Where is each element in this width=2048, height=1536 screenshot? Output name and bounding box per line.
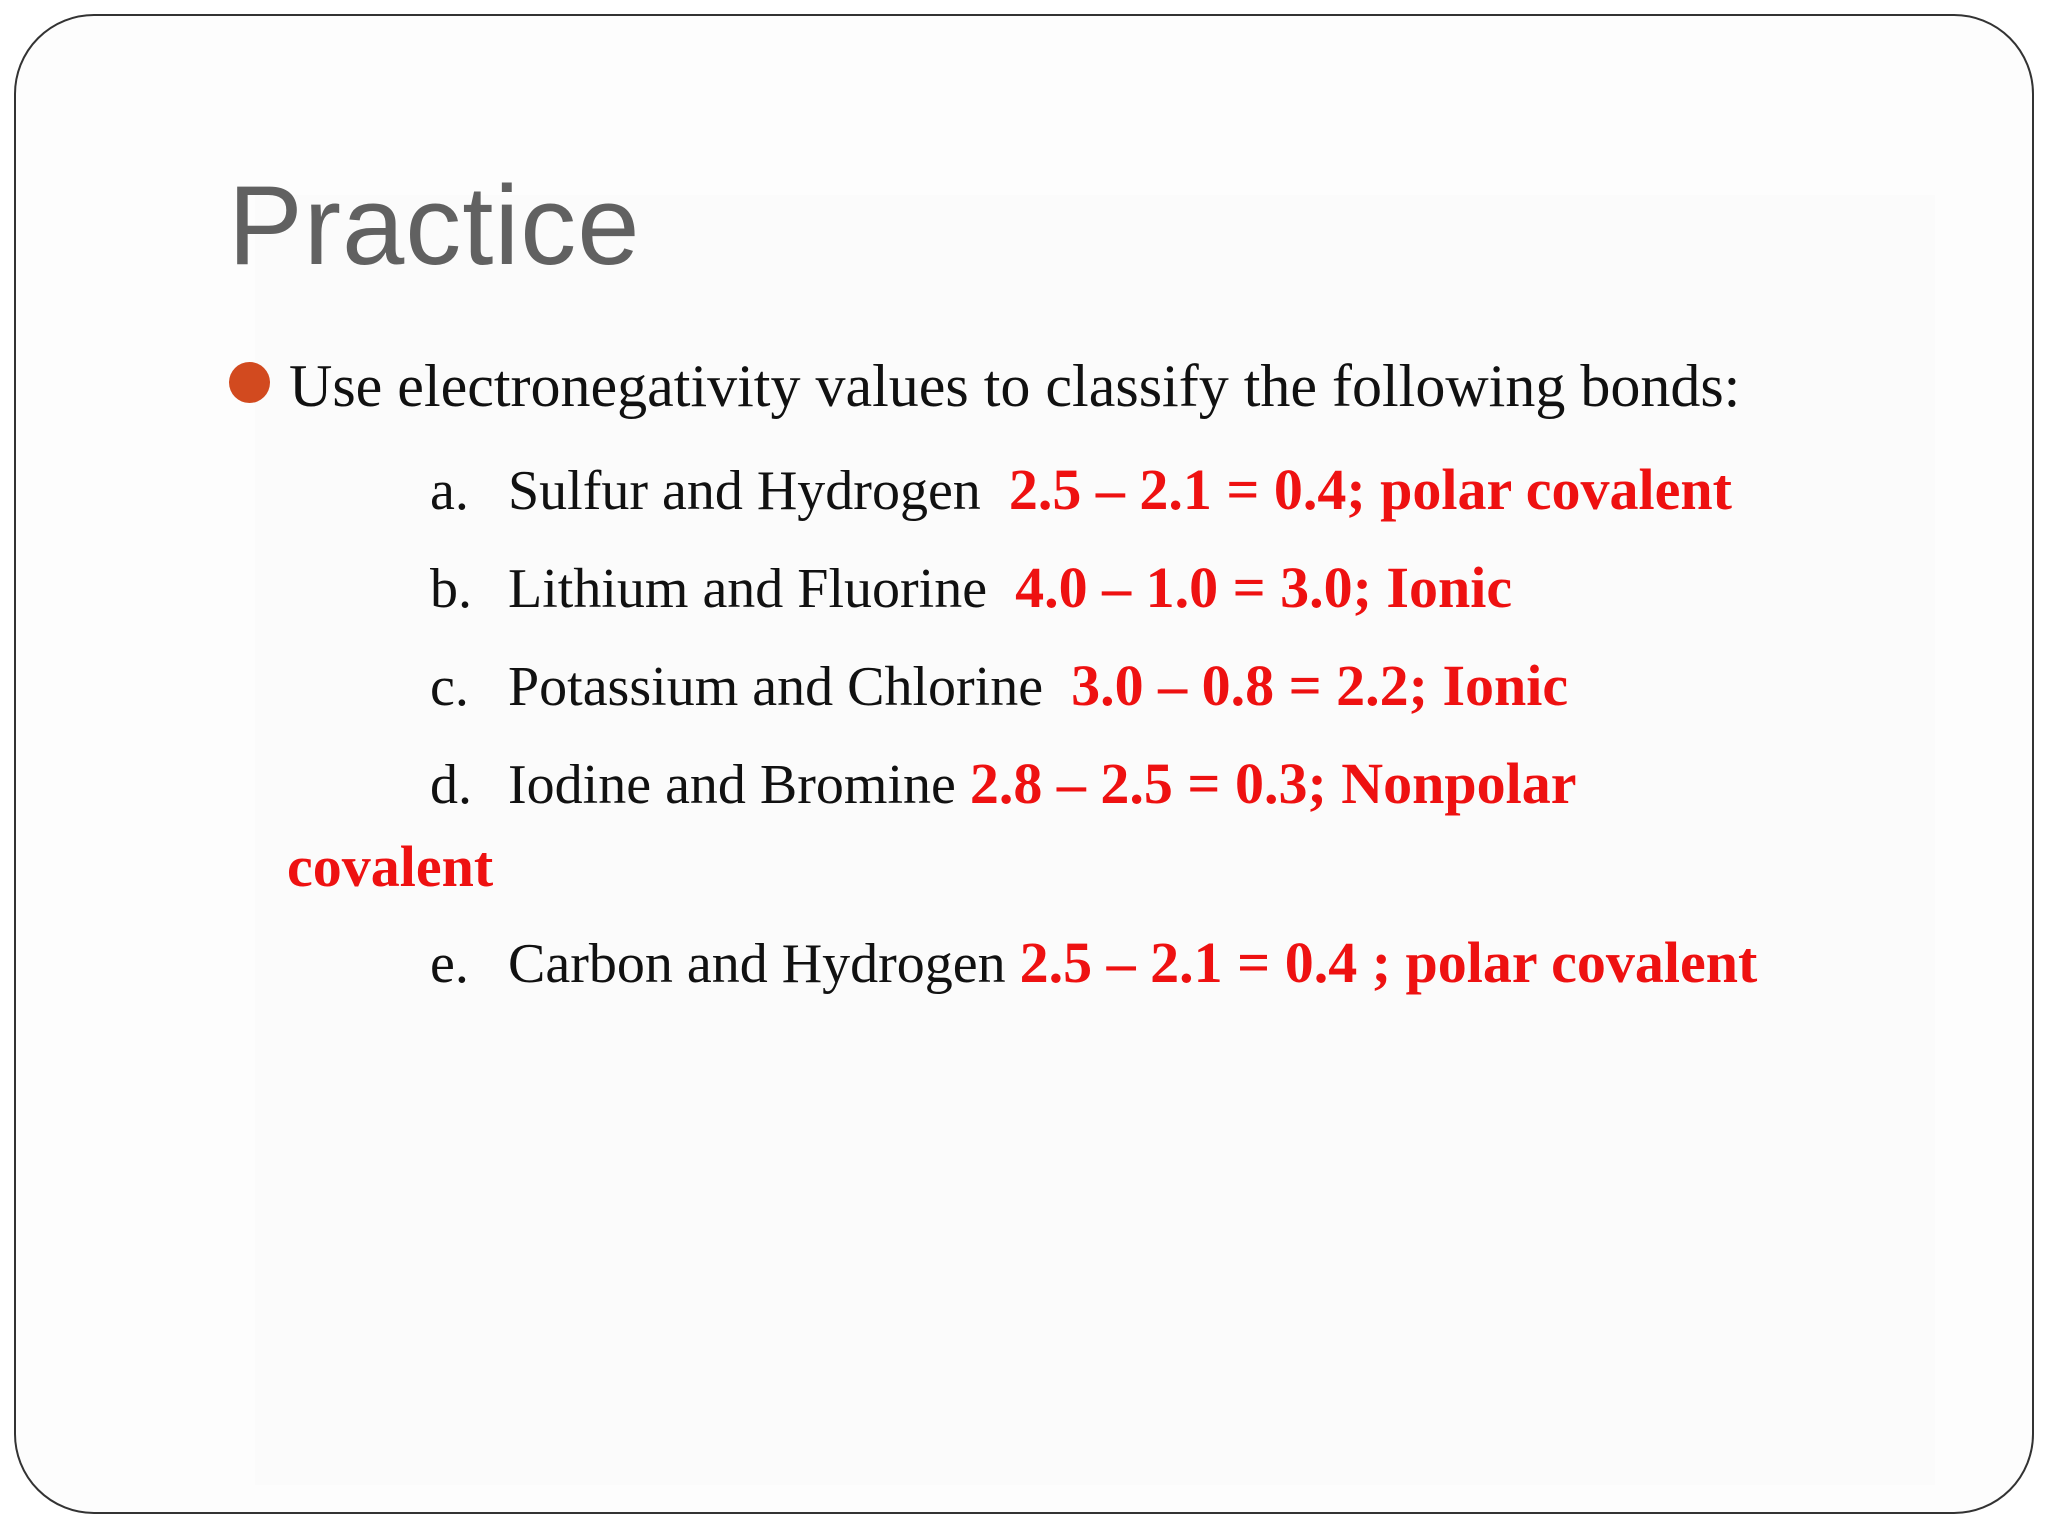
item-letter: a. (430, 460, 469, 522)
item-letter: e. (430, 933, 469, 995)
slide-title: Practice (228, 163, 641, 288)
item-label: Sulfur and Hydrogen (508, 460, 981, 522)
item-letter: d. (430, 754, 472, 816)
item-answer: 4.0 – 1.0 = 3.0; Ionic (1015, 555, 1513, 620)
list-item-c (430, 651, 1568, 721)
item-letter: c. (430, 656, 469, 718)
list-item-a (430, 455, 1732, 525)
list-item-d (430, 749, 1577, 819)
item-answer: 2.5 – 2.1 = 0.4 ; polar covalent (1019, 930, 1758, 995)
item-answer: 3.0 – 0.8 = 2.2; Ionic (1071, 653, 1569, 718)
bullet-dot-icon (229, 362, 270, 403)
item-label: Carbon and Hydrogen (508, 933, 1006, 995)
item-label: Lithium and Fluorine (508, 558, 988, 620)
item-answer: 2.5 – 2.1 = 0.4; polar covalent (1008, 457, 1732, 522)
item-letter: b. (430, 558, 472, 620)
list-item-e (430, 928, 1757, 998)
bullet-text: Use electronegativity values to classify the following bonds: (289, 353, 1741, 419)
item-answer-continuation: covalent (287, 834, 494, 899)
item-label: Iodine and Bromine (508, 754, 956, 816)
list-item-b (430, 553, 1512, 623)
item-answer: 2.8 – 2.5 = 0.3; Nonpolar (969, 751, 1577, 816)
item-label: Potassium and Chlorine (508, 656, 1044, 718)
